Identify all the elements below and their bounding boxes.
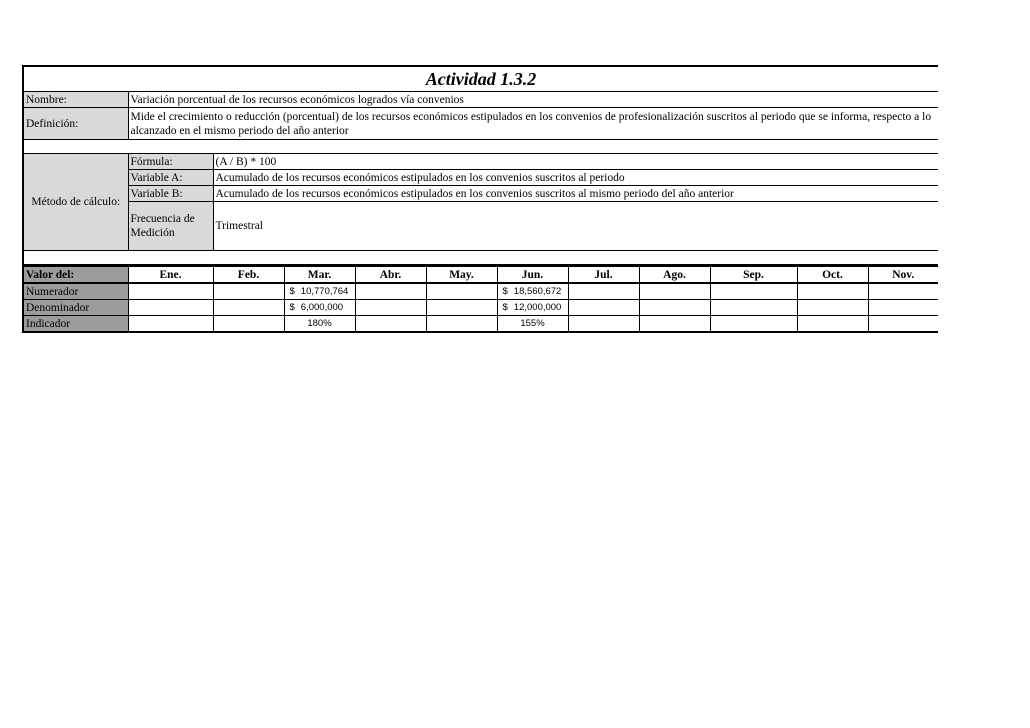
frecuencia-label: Frecuencia de Medición <box>128 202 213 251</box>
value-cell[interactable] <box>426 316 497 333</box>
value-cell[interactable] <box>797 300 868 316</box>
table-row <box>23 283 938 300</box>
value-cell[interactable] <box>497 300 568 316</box>
spacer-row <box>23 140 938 154</box>
value-cell[interactable] <box>128 283 213 300</box>
currency-symbol: $ <box>502 301 508 313</box>
value-cell[interactable] <box>639 316 710 333</box>
row-label: Denominador <box>23 300 128 316</box>
value-cell[interactable] <box>639 283 710 300</box>
indicator-sheet <box>22 65 938 333</box>
month-header: Sep. <box>710 266 797 283</box>
amount-value: 6,000,000 <box>300 301 344 313</box>
month-header: Ene. <box>128 266 213 283</box>
amount-value: 10,770,764 <box>300 285 349 297</box>
value-cell[interactable] <box>213 316 284 333</box>
month-header: Abr. <box>355 266 426 283</box>
month-header: Ago. <box>639 266 710 283</box>
month-header: May. <box>426 266 497 283</box>
definicion-value: Mide el crecimiento o reducción (porcentual) de los recursos económicos estipulados en los convenios de profesionalización suscritos al periodo que se informa, respecto a lo alcanzado en el mismo periodo del año anterior <box>128 108 938 140</box>
value-cell[interactable] <box>639 300 710 316</box>
value-cell[interactable] <box>355 316 426 333</box>
sheet-title: Actividad 1.3.2 <box>22 65 938 91</box>
metodo-label: Método de cálculo: <box>23 154 128 251</box>
currency-symbol: $ <box>502 285 508 297</box>
value-cell[interactable] <box>568 283 639 300</box>
nombre-label: Nombre: <box>23 92 128 108</box>
value-cell[interactable] <box>710 283 797 300</box>
amount-value: 18,560,672 <box>513 285 562 297</box>
row-label: Indicador <box>23 316 128 333</box>
value-cell[interactable] <box>128 316 213 333</box>
values-table <box>22 265 938 333</box>
value-cell[interactable] <box>426 300 497 316</box>
row-label: Numerador <box>23 283 128 300</box>
value-cell[interactable] <box>355 283 426 300</box>
value-cell[interactable] <box>497 283 568 300</box>
value-cell[interactable] <box>797 316 868 333</box>
value-cell[interactable] <box>868 300 938 316</box>
value-cell[interactable] <box>284 283 355 300</box>
month-header: Mar. <box>284 266 355 283</box>
amount-value: 12,000,000 <box>513 301 562 313</box>
formula-label: Fórmula: <box>128 154 213 170</box>
variable-b-label: Variable B: <box>128 186 213 202</box>
value-cell[interactable] <box>128 300 213 316</box>
value-cell[interactable] <box>710 316 797 333</box>
month-header: Jun. <box>497 266 568 283</box>
valor-del-label: Valor del: <box>23 266 128 283</box>
variable-a-value: Acumulado de los recursos económicos estipulados en los convenios suscritos al periodo <box>213 170 938 186</box>
frecuencia-value: Trimestral <box>213 202 938 251</box>
value-cell[interactable]: 155% <box>497 316 568 333</box>
value-cell[interactable] <box>710 300 797 316</box>
spacer-row <box>23 251 938 265</box>
month-header: Feb. <box>213 266 284 283</box>
value-cell[interactable] <box>568 316 639 333</box>
month-header: Oct. <box>797 266 868 283</box>
value-cell[interactable] <box>355 300 426 316</box>
definicion-label: Definición: <box>23 108 128 140</box>
table-row <box>23 300 938 316</box>
value-cell[interactable] <box>213 283 284 300</box>
nombre-value: Variación porcentual de los recursos económicos logrados vía convenios <box>128 92 938 108</box>
formula-value: (A / B) * 100 <box>213 154 938 170</box>
currency-symbol: $ <box>289 301 295 313</box>
value-cell[interactable] <box>868 316 938 333</box>
definition-table <box>22 91 938 265</box>
value-cell[interactable]: 180% <box>284 316 355 333</box>
value-cell[interactable] <box>797 283 868 300</box>
value-cell[interactable] <box>284 300 355 316</box>
table-row <box>23 316 938 333</box>
value-cell[interactable] <box>213 300 284 316</box>
value-cell[interactable] <box>868 283 938 300</box>
value-cell[interactable] <box>426 283 497 300</box>
currency-symbol: $ <box>289 285 295 297</box>
value-cell[interactable] <box>568 300 639 316</box>
month-header: Nov. <box>868 266 938 283</box>
variable-b-value: Acumulado de los recursos económicos estipulados en los convenios suscritos al mismo periodo del año anterior <box>213 186 938 202</box>
variable-a-label: Variable A: <box>128 170 213 186</box>
month-header: Jul. <box>568 266 639 283</box>
